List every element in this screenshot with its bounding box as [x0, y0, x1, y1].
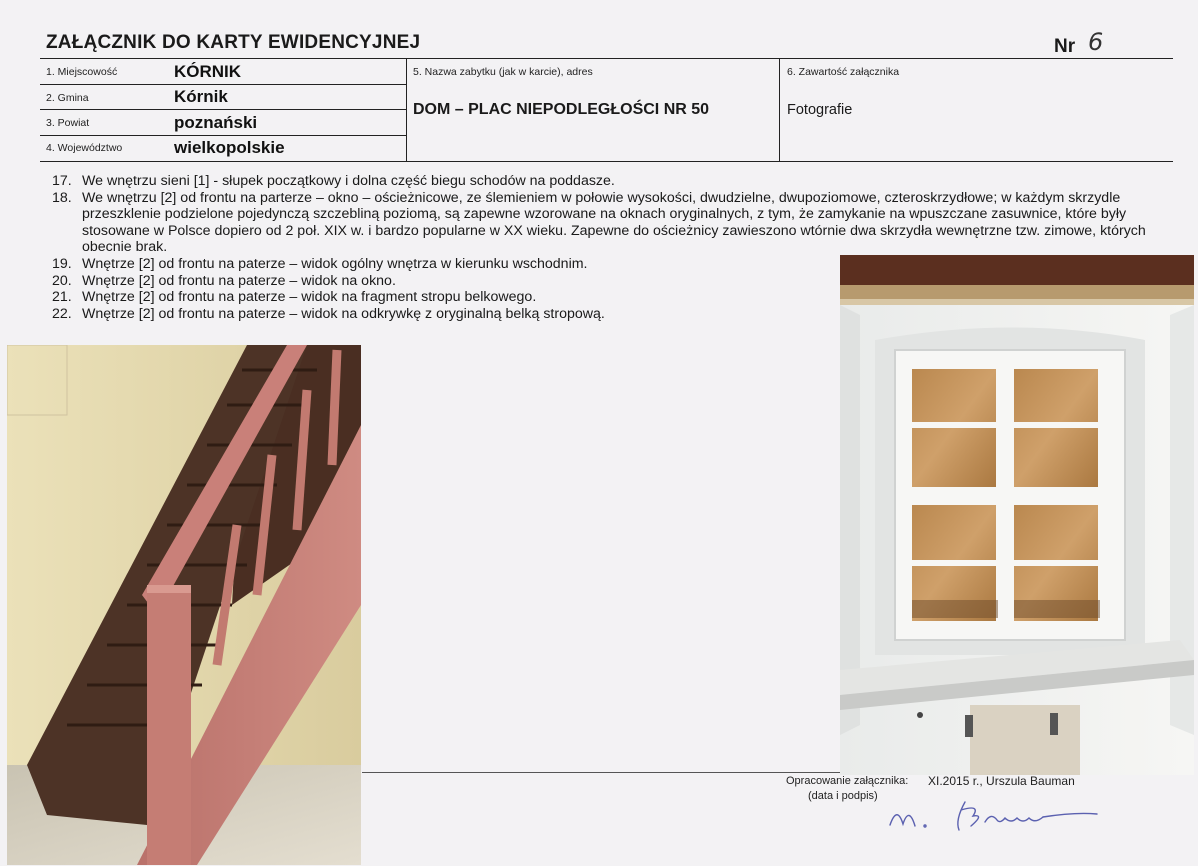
row-divider-1	[40, 84, 406, 85]
column-divider-1	[406, 58, 407, 162]
table-bottom-border	[40, 161, 1173, 162]
row-divider-3	[40, 135, 406, 136]
list-item: 18. We wnętrzu [2] od frontu na parterze – okno – ościeżnicowe, ze ślemieniem w połowie wysokości, dwudzielne, dwupoziomowe, czteroskrzydłowe; w każdym skrzydle przeszklenie podzielone pojedynczą szczebliną poziomą, są zapewne wzorowane na oknach oryginalnych, z tym, że zamykanie na wpuszczane zasuwnice, które były stosowane w Polsce dopiero od 2 poł. XIX w. i bardzo popularne w XX wieku. Zapewne do ościeżnicy zawieszono wtórnie dwa skrzydła wewnętrzne tzw. zimowe, których obecnie brak.	[52, 189, 1146, 256]
table-top-border	[40, 58, 1173, 59]
column-divider-2	[779, 58, 780, 162]
list-item: 21. Wnętrze [2] od frontu na paterze – widok na fragment stropu belkowego.	[52, 289, 537, 306]
document-title: ZAŁĄCZNIK DO KARTY EWIDENCYJNEJ	[46, 32, 421, 53]
number-label: Nr	[1054, 36, 1076, 57]
county-value: poznański	[174, 113, 258, 132]
voivodeship-value: wielkopolskie	[174, 138, 285, 157]
locality-label: 1. Miejscowość	[46, 66, 118, 78]
list-item: 22. Wnętrze [2] od frontu na paterze – widok na odkrywkę z oryginalną belką stropową.	[52, 305, 605, 322]
date-signature-label: (data i podpis)	[808, 790, 878, 802]
commune-value: Kórnik	[174, 87, 228, 106]
list-item: 20. Wnętrze [2] od frontu na paterze – widok na okno.	[52, 272, 396, 289]
footer-divider	[362, 772, 840, 773]
number-value: 6	[1088, 28, 1104, 56]
commune-label: 2. Gmina	[46, 92, 89, 104]
county-label: 3. Powiat	[46, 117, 90, 129]
prepared-by-label: Opracowanie załącznika:	[786, 775, 909, 787]
contents-value: Fotografie	[787, 102, 853, 118]
locality-value: KÓRNIK	[174, 62, 242, 81]
staircase-photo	[7, 345, 361, 865]
row-divider-2	[40, 109, 406, 110]
handwritten-signature	[885, 800, 1105, 834]
monument-name-label: 5. Nazwa zabytku (jak w karcie), adres	[413, 66, 593, 78]
contents-label: 6. Zawartość załącznika	[787, 66, 900, 78]
window-photo	[840, 255, 1194, 775]
prepared-by-value: XI.2015 r., Urszula Bauman	[928, 774, 1075, 788]
list-item: 17. We wnętrzu sieni [1] - słupek początkowy i dolna część biegu schodów na poddasze.	[52, 173, 615, 189]
list-item: 19. Wnętrze [2] od frontu na paterze – widok ogólny wnętrza w kierunku wschodnim.	[52, 255, 588, 272]
voivodeship-label: 4. Województwo	[46, 142, 123, 154]
monument-address: DOM – PLAC NIEPODLEGŁOŚCI NR 50	[413, 101, 710, 118]
